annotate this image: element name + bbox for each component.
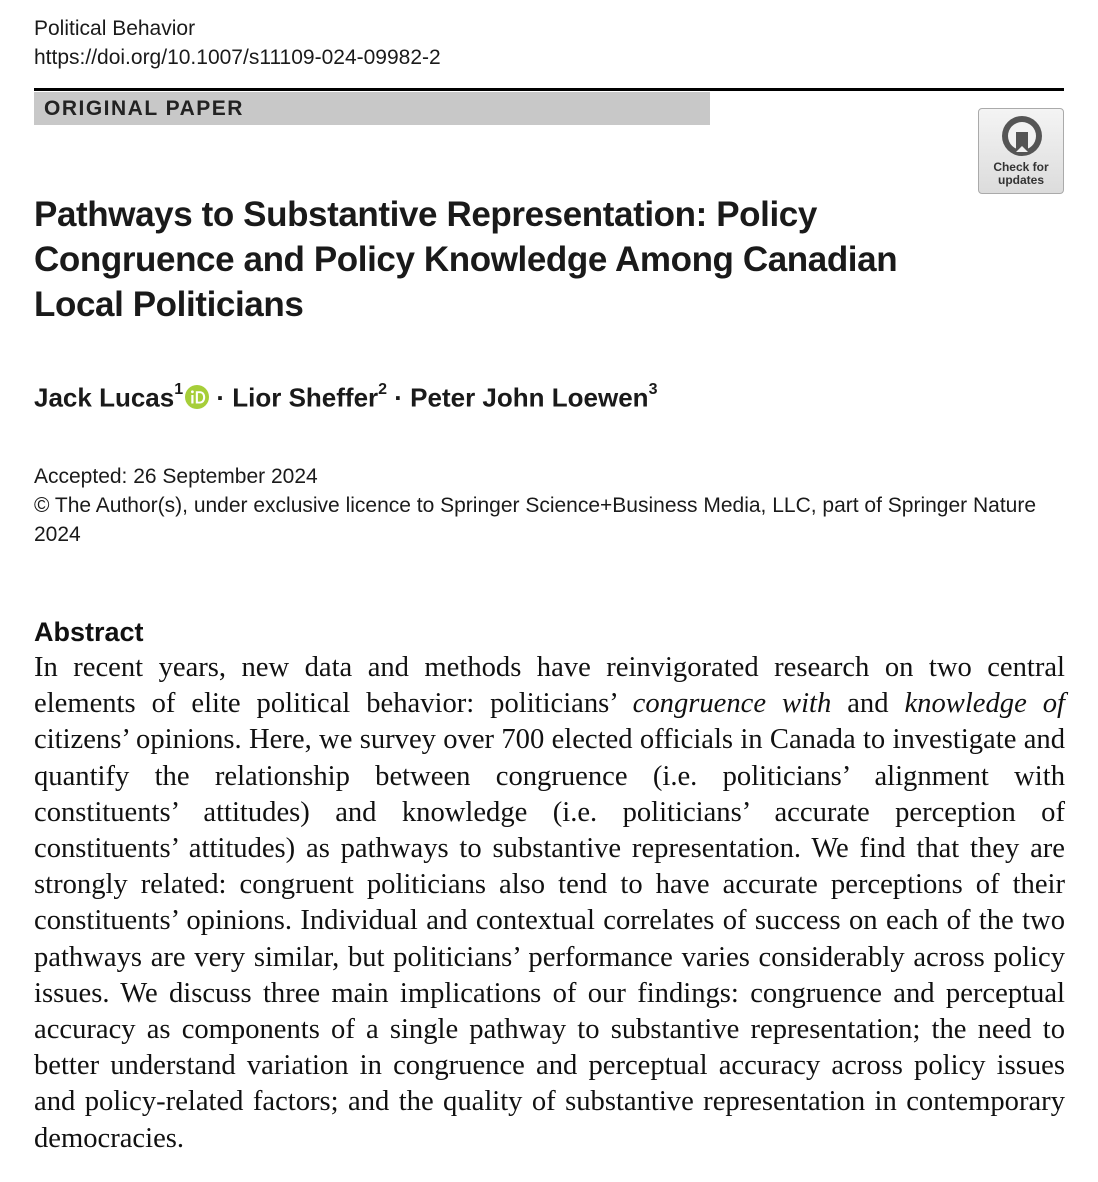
check-for-updates-button[interactable] (978, 108, 1064, 194)
affiliation-marker: 3 (648, 381, 658, 398)
author-separator: · (387, 382, 411, 413)
abstract-emphasis: congruence with (632, 688, 832, 720)
paper-title: Pathways to Substantive Representation: Policy Congruence and Policy Knowledge Among Canadian Local Politicians (34, 195, 898, 324)
author-separator: · (209, 382, 233, 413)
author-name[interactable]: Jack Lucas (34, 382, 175, 413)
affiliation-marker: 2 (378, 381, 388, 398)
author-name[interactable]: Peter John Loewen (410, 382, 649, 413)
accepted-date: Accepted: 26 September 2024 (34, 465, 318, 488)
orcid-icon[interactable] (185, 382, 209, 418)
article-type-banner: ORIGINAL PAPER (34, 92, 710, 125)
article-meta (34, 462, 1044, 549)
abstract-emphasis: knowledge of (904, 688, 1065, 720)
header-rule (34, 88, 1064, 91)
abstract-segment: citizens’ opinions. Here, we survey over 700 elected officials in Canada to investigate and quantify the relationship between congruence (i.e. politicians’ alignment with constituents’ attitudes) and knowledge (i.e. politicians’ accurate perception of constituents’ attitudes) as pathways to substantive representation. We find that they are strongly related: congruent politicians also tend to have accurate perceptions of their constituents’ opinions. Individual and contextual correlates of success on each of the two pathways are very similar, but politicians’ performance varies considerably across policy issues. We discuss three main implications of our findings: congruence and perceptual accuracy as components of a single pathway to substantive representation; the need to better understand variation in congruence and perceptual accuracy across policy issues and policy-related factors; and the quality of substantive representation in contemporary democracies. (34, 724, 1065, 1154)
crossmark-icon (1000, 114, 1044, 158)
affiliation-marker: 1 (174, 381, 184, 398)
abstract-segment: In recent years, new data and methods have reinvigorated research on two central elements of elite political behavior: politicians’ (34, 652, 1065, 720)
abstract-heading: Abstract (34, 617, 144, 647)
check-for-updates-line2: updates (997, 173, 1044, 187)
author-name[interactable]: Lior Sheffer (232, 382, 379, 413)
abstract-segment: and (831, 688, 905, 720)
author-list (34, 375, 657, 418)
check-for-updates-line1: Check for (993, 160, 1049, 174)
journal-name: Political Behavior (34, 17, 196, 40)
doi-link[interactable]: https://doi.org/10.1007/s11109-024-09982-2 (34, 46, 441, 69)
copyright-notice: © The Author(s), under exclusive licence to Springer Science+Business Media, LLC, part of Springer Nature 2024 (34, 494, 1037, 546)
abstract-text (34, 650, 1065, 1157)
